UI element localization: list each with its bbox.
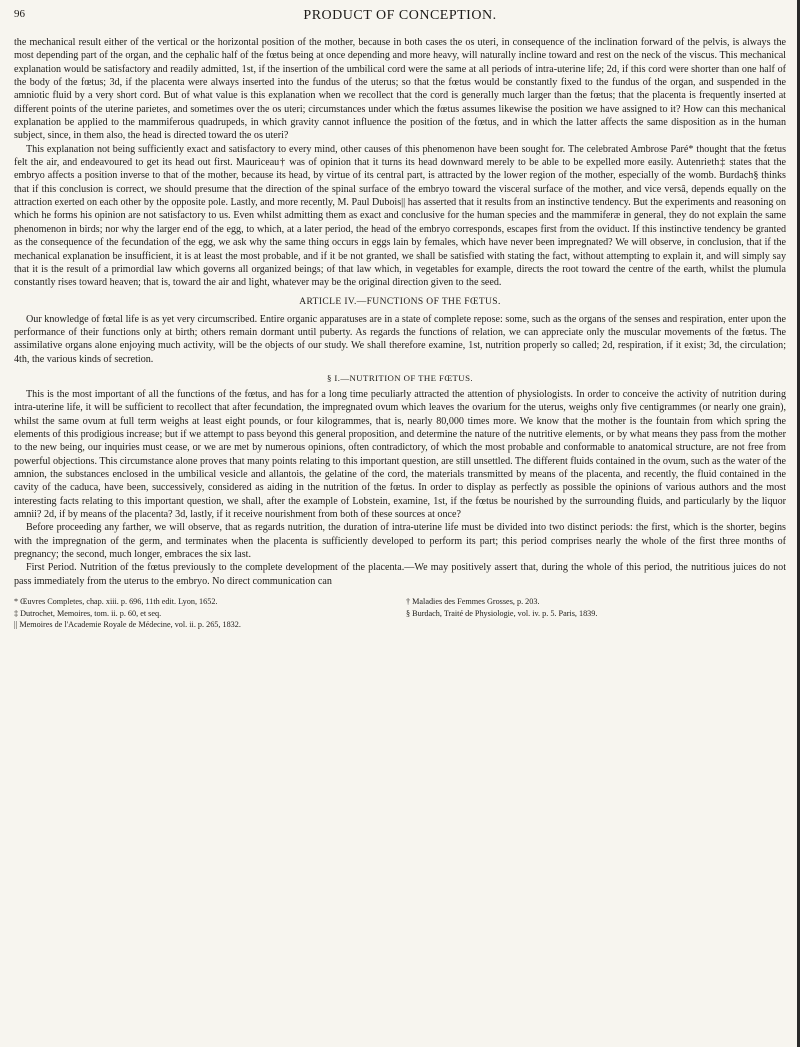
paragraph: Before proceeding any farther, we will observe, that as regards nutrition, the duration of intra-uterine life must be divided into two distinct periods: the first, which is the shorter, begins with the impregnation of the germ, and terminates when the placenta is sufficiently developed to perform its part; this period comprises nearly the whole of the first three months of pregnancy; the second, much longer, embraces the six last.	[14, 522, 786, 561]
body-text	[14, 36, 786, 588]
running-title: PRODUCT OF CONCEPTION.	[303, 8, 497, 23]
footnote: ‡ Dutrochet, Memoires, tom. ii. p. 60, et seq.	[14, 608, 162, 618]
paragraph: First Period. Nutrition of the fœtus previously to the complete development of the placenta.—We may positively assert that, during the whole of this period, the nutritious juices do not pass immediately from the uterus to the embryo. No direct communication can	[14, 562, 786, 587]
paragraph: This is the most important of all the functions of the fœtus, and has for a long time peculiarly attracted the attention of physiologists. In order to conceive the activity of nutrition during intra-uterine life, it will be sufficient to recollect that after fecundation, the impregnated ovum which leaves the ovarium for the uterus, weighs only five centigrammes (or nearly one grain), whilst the same ovum at full term weighs at least eight pounds, or four kilogrammes, that is, nearly 80,000 times more. We know that the mother is the fountain from which spring the elements of this prodigious increase; but if we attempt to pass beyond this general proposition, and determine the nature of the nutritive elements, or by what means they pass from the mother to the new being, our inquiries must cease, or we are met by numerous opinions, often contradictory, of which the most probable and conformable to anatomical structure, are not free from powerful objections. This circumstance alone proves that many points relating to this important question, are still unsettled. The different fluids contained in the ovum, such as the water of the amnion, the substances enclosed in the umbilical vesicle and allantois, the gelatine of the cord, the materials transmitted by means of the placenta, and recently, the fluid contained in the cavity of the caduca, have been, successively, considered as aiding in the nutrition of the fœtus. In order to display as perfectly as possible the opinions of various authors and the most interesting facts relating to this important question, we shall, after the example of Lobstein, examine, 1st, if the fœtus be nourished by the surrounding fluids, and particularly by the liquor amnii? 2d, if by means of the placenta? 3d, lastly, if it receive nourishment from both of these sources at once?	[14, 388, 786, 520]
footnotes	[14, 597, 786, 631]
footnote: * Œuvres Completes, chap. xiii. p. 696, 11th edit. Lyon, 1652.	[14, 597, 218, 607]
footnote: † Maladies des Femmes Grosses, p. 203.	[406, 597, 540, 607]
section-heading: § I.—NUTRITION OF THE FŒTUS.	[327, 372, 473, 383]
footnote: || Memoires de l'Academie Royale de Médecine, vol. ii. p. 265, 1832.	[14, 620, 241, 630]
page-header	[14, 8, 786, 28]
paragraph: Our knowledge of fœtal life is as yet very circumscribed. Entire organic apparatuses are in a state of complete repose: some, such as the organs of the senses and respiration, enter upon the performance of their functions only at birth; others remain dormant until puberty. As regards the functions of relation, we can appreciate only the muscular movements of the fœtus. The assimilative organs alone enjoying much activity, will be the objects of our study. We shall therefore examine, 1st, nutrition properly so called; 2d, respiration, if it exist; 3d, the circulation; 4th, the various kinds of secretion.	[14, 313, 786, 365]
page-number: 96	[14, 8, 25, 20]
footnote: § Burdach, Traité de Physiologie, vol. iv. p. 5. Paris, 1839.	[406, 608, 598, 618]
article-heading: ARTICLE IV.—FUNCTIONS OF THE FŒTUS.	[299, 296, 501, 307]
paragraph: the mechanical result either of the vertical or the horizontal position of the mother, because in both cases the os uteri, in consequence of the inclination forward of the pelvis, is always the most depending part of the organ, and the cephalic half of the fœtus being at once depending and more heavy, will naturally incline toward and rest on the neck of the viscus. This mechanical explanation would be satisfactory and readily admitted, 1st, if the insertion of the umbilical cord were the same at all periods of intra-uterine life; 2d, if this cord were shorter than one half of the body of the fœtus; 3d, if the placenta were always inserted into the fundus of the uterus; so that the fœtus would be constantly fixed to the fundus of the organ, and suspended in the amniotic fluid by a very short cord. But of what value is this explanation when we recollect that the cord is generally much larger than the fœtus; that the placenta is frequently inserted at different points of the uterine parietes, and sometimes over the os uteri; circumstances under which the fœtus assumes likewise the position we have assigned to it? How can this mechanical explanation be applied to the mammiferous quadrupeds, in which gravity cannot influence the position of the fœtus, and in which the latter affects the same disposition as in the human subject, since, in them also, the head is directed toward the os uteri?	[14, 37, 786, 142]
paragraph: This explanation not being sufficiently exact and satisfactory to every mind, other causes of this phenomenon have been sought for. The celebrated Ambrose Paré* thought that the fœtus felt the air, and endeavoured to get its head out first. Mauriceau† was of opinion that it turns its head downward merely to be able to be expelled more easily. Autenrieth‡ states that the embryo affects a position inverse to that of the mother, because its head, by virtue of its central part, is attracted by the lower region of the mother, especially of the womb. Burdach§ thinks that if this conclusion is correct, we should presume that the direction of the spinal surface of the embryo toward the visceral surface of the mother, and vice versâ, depends equally on the attraction exerted on each other by the opposite pole. Lastly, and more recently, M. Paul Dubois|| has asserted that it results from an instinctive tendency. But the experiments and reasoning on which he forms his opinion are not satisfactory to us. Even whilst admitting them as exact and conclusive for the human species and the mammiferæ in general, they do not explain the same phenomenon in birds; nor why the larger end of the egg, to which, at a later period, the head of the embryo corresponds, escapes first from the oviduct. If this instinctive tendency be granted as the consequence of the fecundation of the egg, we ask why the same thing occurs in eggs lain by females, which have never been impregnated? We will observe, in conclusion, that if the mechanical explanation be insufficient, it is at least the most probable, and if it be not granted, we shall be satisfied with stating the fact, without attempting to explain it, and will simply say that it is the result of a primordial law which governs all organized beings; of that law which, in vegetables for example, directs the root toward the centre of the earth, whilst the plumula constantly rises toward heaven; that is, toward the air and light, whatever may be the original direction given to the seed.	[14, 143, 786, 289]
